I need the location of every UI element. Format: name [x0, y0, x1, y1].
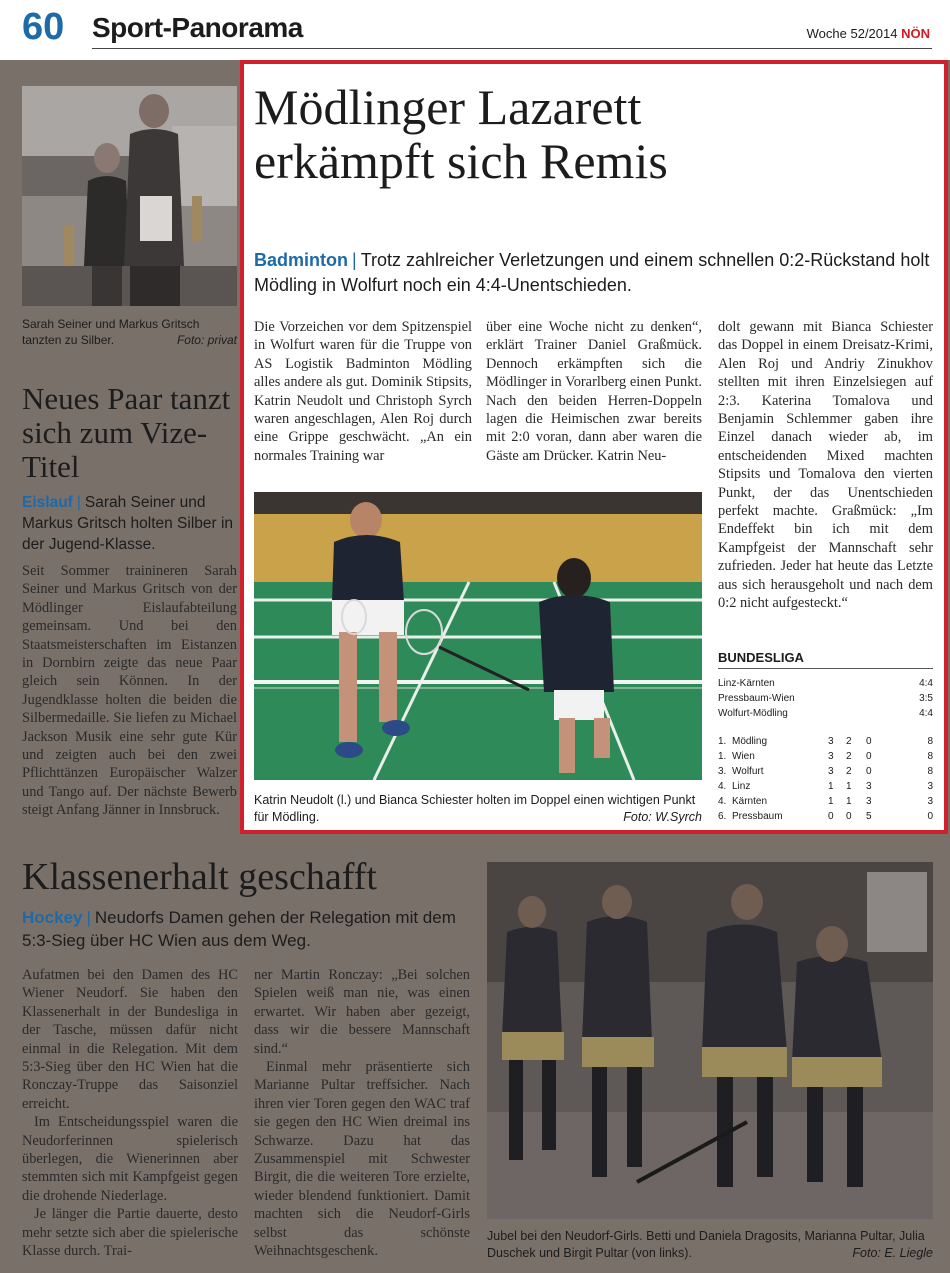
dance-lead-text: Sarah Seiner und Markus Gritsch holten Silber in der Jugend-Klasse.	[22, 494, 234, 553]
hockey-paragraph: Aufatmen bei den Damen des HC Wiener Neudorf. Sie haben den Klassenerhalt in der Bundesliga in der Tasche, müssen dafür nicht einmal in die Relegation. Mit dem 5:3-Sieg über den HC Wien hat die Ronczay-Truppe das Saisonziel erreicht.	[22, 967, 238, 1112]
dance-lead	[22, 492, 237, 555]
dance-photo-credit: Foto: privat	[176, 333, 237, 347]
hockey-paragraph: Einmal mehr präsentierte sich Marianne Pultar treffsicher. Nach ihren vier Toren gegen den WAC traf sie gegen den HC Wien dreimal ins Schwarze. Dazu hat das Zusammenspiel mit Schwester Birgit, die die weiteren Tore erzielte, wieder blendend funktioniert. Damit machten sich die Neudorf-Girls selbst das schönste Weihnachtsgeschenk.	[254, 1059, 470, 1260]
main-lead-text: Trotz zahlreicher Verletzungen und einem schnellen 0:2-Rückstand holt Mödling in Wolfurt noch ein 4:4-Unentschieden.	[254, 250, 930, 295]
main-kicker-separator: |	[352, 250, 357, 270]
hockey-photo-caption	[487, 1228, 933, 1262]
standing-games: 1	[828, 781, 834, 792]
league-table-rule	[718, 668, 933, 669]
standing-pos: 1.	[718, 736, 727, 747]
standing-losses: 0	[866, 766, 872, 777]
dance-kicker: Eislauf	[22, 494, 73, 511]
result-match: Wolfurt-Mödling	[718, 708, 788, 719]
main-lead	[254, 248, 936, 298]
standing-games: 3	[828, 751, 834, 762]
week-label: Woche 52/2014	[806, 26, 898, 41]
main-kicker: Badminton	[254, 250, 348, 270]
main-column-3: dolt gewann mit Bianca Schiester das Doppel in einem Dreisatz-Krimi, Alen Roj und Andriy Zinukhov stellten mit ihren Einzelsiegen auf 2:3. Katerina Tomalova und Benjamin Schlemmer gaben ihre Einzel danach wieder ab, im entscheidenden Mixed machten Stipsits und Tomalova den vierten Punkt, der das Unentschieden perfekt machte. Graßmück: „Im Endeffekt bin ich mit dem Kampfgeist der Mannschaft sehr zufrieden. Jeder hat heute das Letzte aus sich herausgeholt und nach dem 0:2 nicht aufgesteckt.“	[718, 319, 933, 612]
hockey-lead	[22, 906, 482, 952]
standing-pos: 4.	[718, 796, 727, 807]
standing-points: 0	[927, 811, 933, 822]
dance-kicker-separator: |	[76, 494, 81, 511]
main-headline-line1: Mödlinger Lazarett	[254, 79, 642, 135]
main-headline	[254, 80, 934, 188]
hockey-caption-text: Jubel bei den Neudorf-Girls. Betti und Daniela Dragosits, Marianna Pultar, Julia Duschek und Birgit Pultar (von links).	[487, 1229, 925, 1260]
standing-losses: 3	[866, 796, 872, 807]
standing-wins: 2	[846, 766, 852, 777]
standing-team: Wolfurt	[732, 766, 764, 777]
standings-row	[718, 794, 933, 809]
main-column-1: Die Vorzeichen vor dem Spitzenspiel in Wolfurt waren für die Truppe von AS Logistik Badminton Mödling alles andere als gut. Dominik Stipsits, Katrin Neudolt und Christoph Syrch waren angeschlagen, Alen Roj durch eine Grippe geschwächt. „An ein normales Training war	[254, 319, 472, 464]
hockey-paragraph: Im Entscheidungsspiel waren die Neudorferinnen spielerisch überlegen, die Wienerinnen aber stemmten sich mit Kampfgeist gegen die drohende Niederlage.	[22, 1114, 238, 1204]
standing-wins: 2	[846, 736, 852, 747]
hockey-lead-text: Neudorfs Damen gehen der Relegation mit dem 5:3-Sieg über HC Wien aus dem Weg.	[22, 908, 456, 950]
standing-wins: 2	[846, 751, 852, 762]
brand-logo: NÖN	[901, 26, 930, 41]
hockey-kicker-separator: |	[86, 908, 91, 927]
standing-pos: 1.	[718, 751, 727, 762]
hockey-paragraph: ner Martin Ronczay: „Bei solchen Spielen weiß man nie, was einen erwartet. Wir haben aber gezeigt, dass wir die bessere Mannschaft sind.“	[254, 967, 470, 1057]
result-score: 4:4	[919, 678, 933, 689]
standings-row	[718, 749, 933, 764]
results-row	[718, 691, 933, 706]
badminton-photo	[254, 492, 702, 780]
standing-points: 8	[927, 751, 933, 762]
issue-week	[807, 26, 930, 41]
dance-photo-caption	[22, 316, 237, 348]
standing-games: 3	[828, 736, 834, 747]
standing-losses: 5	[866, 811, 872, 822]
standing-pos: 6.	[718, 811, 727, 822]
results-row	[718, 676, 933, 691]
hockey-column-2	[254, 966, 470, 1261]
main-column-2: über eine Woche nicht zu denken“, erklärt Trainer Daniel Graßmück. Dennoch erkämpften sich die Mödlinger in Vorarlberg einen Punkt. Nach den beiden Herren-Doppeln lagen die Heimischen zwar bereits mit 2:0 voran, dann aber waren die Gäste am Drücker. Katrin Neu-	[486, 319, 702, 464]
header-rule	[92, 48, 932, 49]
standing-wins: 1	[846, 781, 852, 792]
hockey-kicker: Hockey	[22, 908, 83, 927]
dance-body: Seit Sommer trainineren Sarah Seiner und Markus Gritsch von der Mödlinger Eislaufabteilung gemeinsam. Und bei den Staatsmeisterschaften im Eistanzen in Dornbirn zeigte das neue Paar gleich sein Können. In der Jugendklasse holten die beiden die Silbermedaille. Sie liefen zu Michael Jackson Musik eine sehr gute Kür und zeigten auch bei den zwei Pflichttänzen Europäischer Walzer und Tango auf. Der nächste Bewerb steigt Anfang Jänner in Innsbruck.	[22, 563, 237, 819]
standing-team: Kärnten	[732, 796, 768, 807]
result-match: Pressbaum-Wien	[718, 693, 795, 704]
standings-row	[718, 734, 933, 749]
standing-pos: 4.	[718, 781, 727, 792]
standing-points: 3	[927, 796, 933, 807]
result-match: Linz-Kärnten	[718, 678, 775, 689]
standing-points: 8	[927, 736, 933, 747]
hockey-photo	[487, 862, 933, 1219]
standing-team: Linz	[732, 781, 751, 792]
result-score: 3:5	[919, 693, 933, 704]
main-headline-line2: erkämpft sich Remis	[254, 133, 668, 189]
standings-row	[718, 764, 933, 779]
dance-headline: Neues Paar tanzt sich zum Vize-Titel	[22, 381, 231, 484]
standing-points: 8	[927, 766, 933, 777]
hockey-headline: Klassenerhalt geschafft	[22, 856, 377, 898]
standing-team: Mödling	[732, 736, 768, 747]
badminton-caption-text: Katrin Neudolt (l.) und Bianca Schiester holten im Doppel einen wichtigen Punkt für Mödling.	[254, 793, 696, 824]
standing-wins: 1	[846, 796, 852, 807]
dance-photo	[22, 86, 237, 306]
badminton-photo-credit: Foto: W.Syrch	[623, 810, 702, 824]
standing-team: Wien	[732, 751, 755, 762]
standing-games: 1	[828, 796, 834, 807]
standing-games: 3	[828, 766, 834, 777]
result-score: 4:4	[919, 708, 933, 719]
standing-pos: 3.	[718, 766, 727, 777]
standing-wins: 0	[846, 811, 852, 822]
standing-losses: 0	[866, 736, 872, 747]
badminton-photo-caption	[254, 792, 702, 826]
hockey-paragraph: Je länger die Partie dauerte, desto mehr setzte sich aber die spielerische Klasse durch. Trai-	[22, 1206, 238, 1260]
section-title: Sport-Panorama	[92, 12, 303, 43]
standing-games: 0	[828, 811, 834, 822]
standing-team: Pressbaum	[732, 811, 783, 822]
hockey-column-1	[22, 966, 238, 1261]
page-number: 60	[22, 6, 65, 48]
standings-row	[718, 809, 933, 824]
results-row	[718, 706, 933, 721]
dance-caption-text: Sarah Seiner und Markus Gritsch tanzten zu Silber.	[22, 317, 200, 347]
standing-losses: 0	[866, 751, 872, 762]
standing-losses: 3	[866, 781, 872, 792]
standing-points: 3	[927, 781, 933, 792]
standings-row	[718, 779, 933, 794]
hockey-photo-credit: Foto: E. Liegle	[852, 1246, 933, 1260]
league-table-title: BUNDESLIGA	[718, 650, 804, 665]
